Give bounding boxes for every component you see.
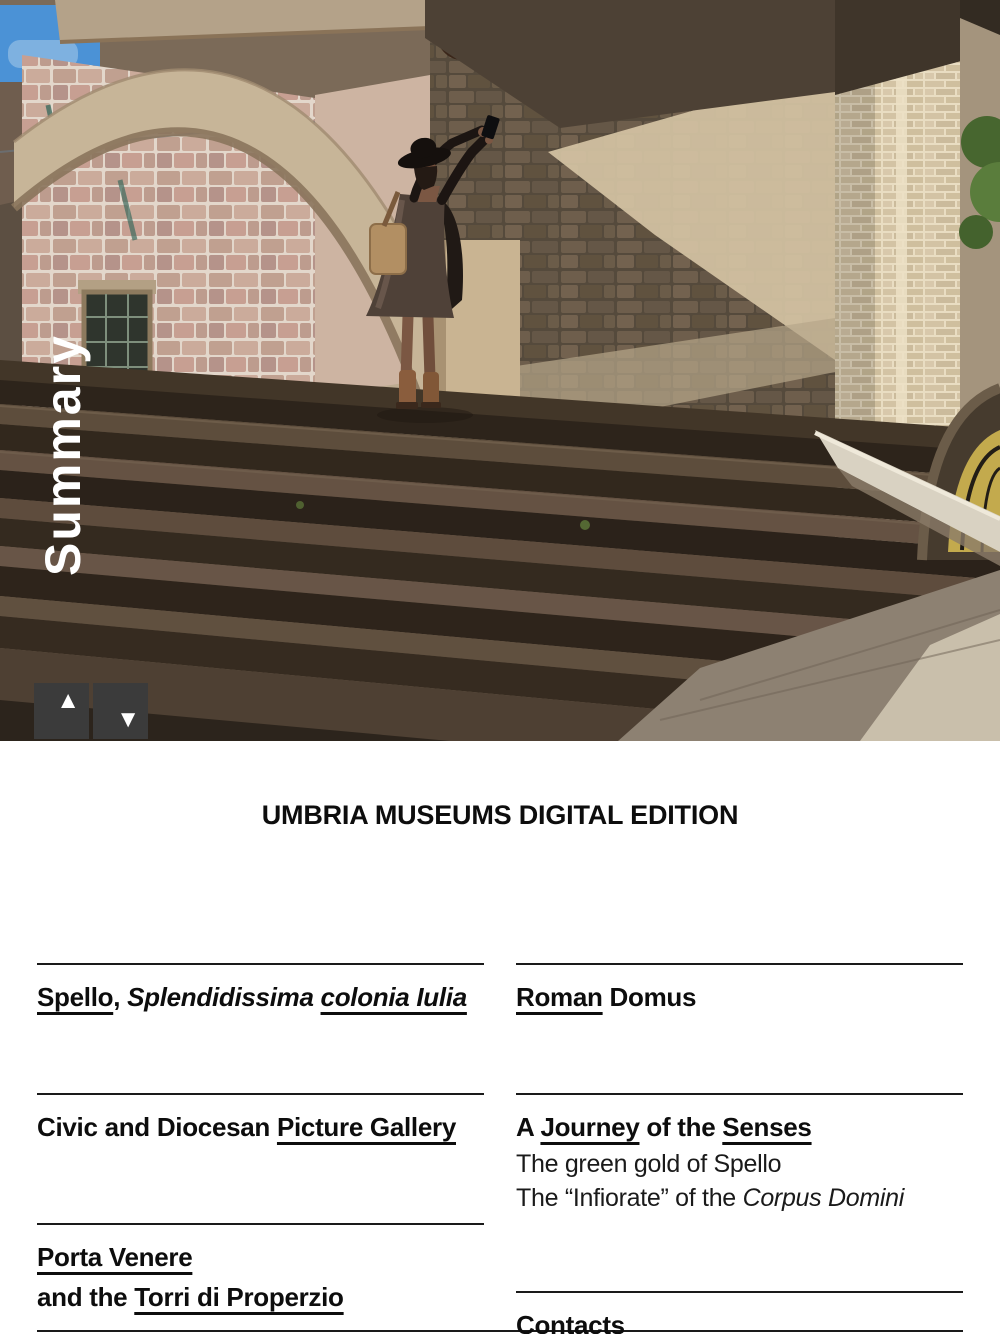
page-title: UMBRIA MUSEUMS DIGITAL EDITION bbox=[261, 800, 739, 830]
page-navigation bbox=[34, 683, 148, 739]
toc-right-column bbox=[516, 963, 963, 1334]
toc-link-label: A Journey of the Senses bbox=[516, 1112, 812, 1142]
down-arrow-icon: ▼ bbox=[116, 706, 140, 733]
toc-link-label: Contacts bbox=[516, 1310, 625, 1334]
summary-heading: Summary bbox=[35, 334, 91, 576]
toc-link-label: Porta Venere and the Torri di Properzio bbox=[37, 1242, 344, 1312]
toc-link-spello[interactable] bbox=[37, 963, 484, 1017]
toc-link-contacts[interactable] bbox=[516, 1291, 963, 1334]
scroll-down-button[interactable] bbox=[93, 683, 148, 739]
toc-link-roman-domus[interactable] bbox=[516, 963, 963, 1017]
toc-left-column bbox=[37, 963, 484, 1334]
toc-link-picture-gallery[interactable] bbox=[37, 1093, 484, 1147]
toc-subitem: The green gold of Spello bbox=[516, 1150, 782, 1178]
toc-link-label: Spello, Splendidissima colonia Iulia bbox=[37, 982, 467, 1012]
toc-link-label: Civic and Diocesan Picture Gallery bbox=[37, 1112, 456, 1142]
up-arrow-icon: ▲ bbox=[56, 687, 80, 714]
scroll-up-button[interactable] bbox=[34, 683, 89, 739]
table-of-contents bbox=[37, 963, 963, 1334]
toc-link-porta-venere[interactable] bbox=[37, 1223, 484, 1317]
toc-link-label: Roman Domus bbox=[516, 982, 697, 1012]
toc-link-journey-of-the-senses[interactable] bbox=[516, 1093, 963, 1215]
toc-subitem: The “Infiorate” of the Corpus Domini bbox=[516, 1184, 904, 1212]
